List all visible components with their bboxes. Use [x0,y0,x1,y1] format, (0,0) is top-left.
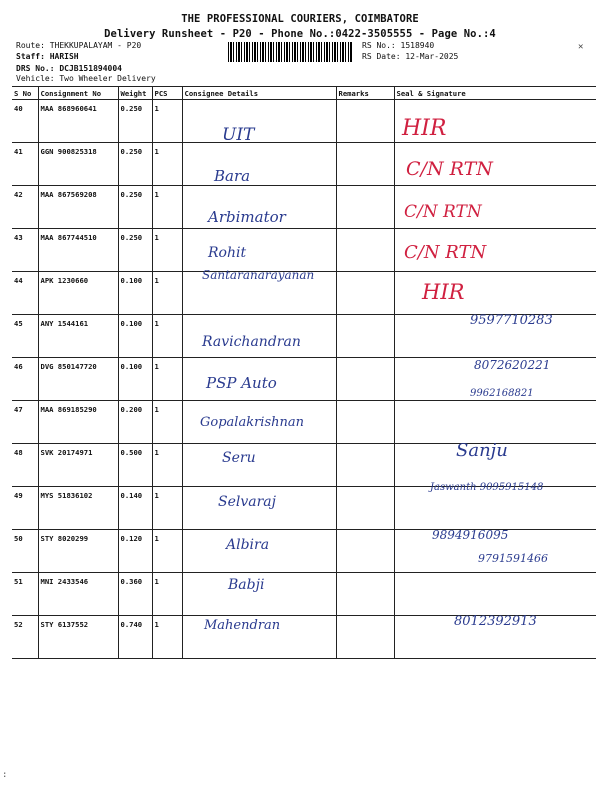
weight-cell: 0.100 [118,315,152,358]
handwritten-signature: HIR [422,280,465,304]
weight-cell: 0.140 [118,487,152,530]
pcs-cell: 1 [152,315,182,358]
handwritten-consignee: Seru [222,450,256,466]
handwritten-consignee: PSP Auto [206,374,277,392]
pcs-cell: 1 [152,487,182,530]
pcs-cell: 1 [152,530,182,573]
handwritten-consignee: Gopalakrishnan [200,415,304,430]
weight-cell: 0.120 [118,530,152,573]
weight-cell: 0.250 [118,229,152,272]
consignment-cell: STY 6137552 [38,616,118,659]
sno-cell: 48 [12,444,38,487]
table-row [12,100,596,143]
handwritten-consignee: Arbimator [208,208,286,226]
handwritten-consignee: UIT [222,125,255,145]
table-row [12,530,596,573]
col-weight: Weight [118,87,152,100]
handwritten-signature: HIR [402,116,447,141]
rs-date: RS Date: 12-Mar-2025 [362,52,459,61]
col-consignment: Consignment No [38,87,118,100]
weight-cell: 0.100 [118,272,152,315]
weight-cell: 0.500 [118,444,152,487]
handwritten-consignee: Santaranarayanan [202,268,315,282]
handwritten-consignee: Babji [228,577,265,593]
col-remarks: Remarks [336,87,394,100]
consignment-cell: STY 8020299 [38,530,118,573]
sno-cell: 50 [12,530,38,573]
sno-cell: 40 [12,100,38,143]
col-consignee: Consignee Details [182,87,336,100]
company-title: THE PROFESSIONAL COURIERS, COIMBATORE [181,13,419,25]
weight-cell: 0.100 [118,358,152,401]
handwritten-consignee: Albira [226,537,270,553]
handwritten-signature: C/N RTN [404,202,482,222]
weight-cell: 0.250 [118,186,152,229]
sno-cell: 51 [12,573,38,616]
rs-number: RS No.: 1518940 [362,41,435,50]
vehicle-label: Vehicle: Two Wheeler Delivery [16,74,156,83]
table-row [12,573,596,616]
handwritten-signature: 8072620221 [474,358,551,372]
handwritten-consignee: Bara [214,167,251,185]
pcs-cell: 1 [152,272,182,315]
sno-cell: 52 [12,616,38,659]
table-row [12,444,596,487]
consignment-cell: MAA 868960641 [38,100,118,143]
handwritten-consignee: Rohit [208,245,247,261]
sno-cell: 45 [12,315,38,358]
consignment-cell: SVK 20174971 [38,444,118,487]
weight-cell: 0.200 [118,401,152,444]
sno-cell: 44 [12,272,38,315]
pcs-cell: 1 [152,143,182,186]
table-row [12,229,596,272]
handwritten-consignee: Mahendran [204,618,281,633]
handwritten-signature: 8012392913 [454,614,537,629]
sno-cell: 46 [12,358,38,401]
sno-cell: 43 [12,229,38,272]
table-row [12,401,596,444]
handwritten-consignee: Selvaraj [218,494,276,510]
handwritten-signature: Jaswanth 9095915148 [430,482,544,493]
pcs-cell: 1 [152,616,182,659]
consignment-cell: MAA 867569208 [38,186,118,229]
handwritten-signature: 9962168821 [470,388,534,399]
sno-cell: 49 [12,487,38,530]
handwritten-signature: 9597710283 [470,313,553,328]
weight-cell: 0.740 [118,616,152,659]
route-label: Route: THEKKUPALAYAM - P20 [16,41,142,50]
handwritten-consignee: Ravichandran [202,334,301,350]
table-header-row [12,87,596,100]
pcs-cell: 1 [152,100,182,143]
sno-cell: 42 [12,186,38,229]
close-icon: ✕ [578,42,584,52]
col-signature: Seal & Signature [394,87,596,100]
pcs-cell: 1 [152,186,182,229]
drs-number: DRS No.: DCJB151894004 [16,64,122,73]
table-row [12,186,596,229]
consignment-cell: APK 1230660 [38,272,118,315]
handwritten-signature: C/N RTN [406,158,493,180]
consignment-cell: DVG 850147720 [38,358,118,401]
pcs-cell: 1 [152,229,182,272]
margin-mark: : [2,770,8,780]
pcs-cell: 1 [152,358,182,401]
consignment-cell: ANY 1544161 [38,315,118,358]
pcs-cell: 1 [152,573,182,616]
pcs-cell: 1 [152,444,182,487]
consignment-cell: MAA 869185290 [38,401,118,444]
handwritten-signature: Sanju [456,440,508,461]
sno-cell: 41 [12,143,38,186]
col-sno: S No [12,87,38,100]
runsheet-subtitle: Delivery Runsheet - P20 - Phone No.:0422-3505555 - Page No.:4 [104,28,496,40]
consignment-cell: MYS 51836102 [38,487,118,530]
barcode [228,42,352,62]
pcs-cell: 1 [152,401,182,444]
consignment-cell: MNI 2433546 [38,573,118,616]
handwritten-signature: 9791591466 [478,552,548,565]
col-pcs: PCS [152,87,182,100]
handwritten-signature: 9894916095 [432,528,509,542]
consignment-cell: GGN 900825318 [38,143,118,186]
weight-cell: 0.250 [118,100,152,143]
table-row [12,143,596,186]
sno-cell: 47 [12,401,38,444]
staff-label: Staff: HARISH [16,52,79,61]
weight-cell: 0.250 [118,143,152,186]
weight-cell: 0.360 [118,573,152,616]
consignment-cell: MAA 867744510 [38,229,118,272]
handwritten-signature: C/N RTN [404,242,487,263]
runsheet-table [12,86,596,659]
